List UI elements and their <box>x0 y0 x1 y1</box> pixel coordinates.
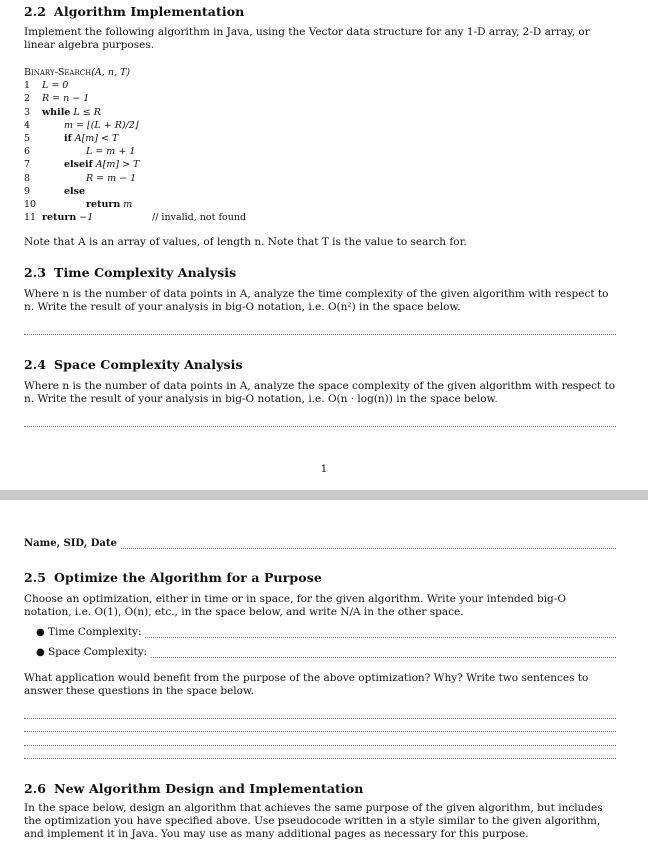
line-code <box>86 145 135 158</box>
algorithm-line <box>24 92 616 105</box>
line-code <box>42 211 247 224</box>
algorithm-line <box>24 211 616 224</box>
line-code <box>42 92 89 105</box>
line-number: 2 <box>24 93 31 105</box>
keyword: return <box>42 212 77 224</box>
expression: A[m] < T <box>74 132 119 144</box>
algorithm-line <box>24 198 616 211</box>
line-code <box>64 185 85 198</box>
bullet-icon: ● <box>36 647 45 658</box>
page-2 <box>0 500 648 859</box>
expression: L = 0 <box>42 80 69 92</box>
section-2-5-question: What application would benefit from the purpose of the above optimization? Why? Write two sentences to answer these questions in the space below. <box>24 672 589 697</box>
section-2-3-body: Where n is the number of data points in A, analyze the time complexity of the given algorithm with respect to n. Write the result of your analysis in big-O notation, i.e. O(n²) in the space below. <box>24 288 609 313</box>
algorithm-line <box>24 132 616 145</box>
line-number: 5 <box>24 132 31 144</box>
algorithm-line <box>24 172 616 185</box>
line-number: 11 <box>24 212 37 224</box>
note-text: Note that A is an array of values, of length n. Note that T is the value to search for. <box>24 236 467 248</box>
line-code <box>64 119 139 132</box>
line-number: 10 <box>24 198 37 210</box>
expression: m <box>123 198 133 210</box>
expression: A[m] > T <box>95 159 140 171</box>
line-code <box>42 79 68 92</box>
line-number: 8 <box>24 172 31 184</box>
section-2-2-intro: Implement the following algorithm in Java, using the Vector data structure for any 1-D array, 2-D array, or linear algebra purposes. <box>24 26 590 51</box>
algorithm-line <box>24 119 616 132</box>
line-number: 7 <box>24 159 31 171</box>
bullet-icon: ● <box>36 627 45 638</box>
line-number: 4 <box>24 119 31 131</box>
section-2-2-heading: 2.2 Algorithm Implementation <box>24 4 245 19</box>
section-2-4-body: Where n is the number of data points in A, analyze the space complexity of the given algorithm with respect to n. Write the result of your analysis in big-O notation, i.e. O(n · log(n)) in the space below. <box>24 380 616 405</box>
section-2-6-heading: 2.6 New Algorithm Design and Implementation <box>24 781 364 796</box>
answer-line-2[interactable] <box>24 731 616 732</box>
section-2-3-heading: 2.3 Time Complexity Analysis <box>24 265 237 280</box>
line-code <box>64 158 139 171</box>
space-complexity-answer-line[interactable] <box>24 426 616 427</box>
keyword: if <box>64 132 72 144</box>
line-number: 1 <box>24 80 31 92</box>
algorithm-block <box>24 66 616 224</box>
algorithm-line <box>24 145 616 158</box>
time-complexity-answer-line[interactable] <box>24 334 616 335</box>
keyword: while <box>42 106 71 118</box>
section-2-4-heading: 2.4 Space Complexity Analysis <box>24 357 243 372</box>
keyword: else <box>64 185 86 197</box>
space-complexity-field[interactable]: ● Space Complexity: <box>24 642 616 658</box>
expression: R = n − 1 <box>42 93 90 105</box>
section-2-6-body: In the space below, design an algorithm that achieves the same purpose of the given algorithm, but includes the optimization you have specified above. Use pseudocode written in a style similar to the given algorithm, and implement it in Java. You may use as many additional pages as necessary for this purpose. <box>24 802 603 840</box>
answer-line-3[interactable] <box>24 745 616 746</box>
complexity-bullets <box>24 622 616 658</box>
comment: // invalid, not found <box>152 212 247 224</box>
expression: L ≤ R <box>73 106 101 118</box>
answer-line-1[interactable] <box>24 718 616 719</box>
line-number: 3 <box>24 106 31 118</box>
algorithm-line <box>24 79 616 92</box>
algorithm-line <box>24 106 616 119</box>
line-code <box>64 132 118 145</box>
keyword: elseif <box>64 159 93 171</box>
expression: L = m + 1 <box>86 146 136 158</box>
algorithm-line <box>24 158 616 171</box>
page-number: 1 <box>320 463 328 475</box>
line-code <box>86 198 132 211</box>
expression: −1 <box>79 212 94 224</box>
expression: R = m − 1 <box>86 172 137 184</box>
name-sid-date-field[interactable]: Name, SID, Date <box>24 538 616 549</box>
time-complexity-field[interactable]: ● Time Complexity: <box>24 622 616 638</box>
keyword: return <box>86 198 121 210</box>
algorithm-line <box>24 185 616 198</box>
line-code <box>86 172 136 185</box>
section-2-5-body: Choose an optimization, either in time or in space, for the given algorithm. Write your intended big-O notation, i.e. O(1), O(n), etc., in the space below, and write N/A in the other space. <box>24 593 566 618</box>
line-number: 6 <box>24 146 31 158</box>
section-2-5-heading: 2.5 Optimize the Algorithm for a Purpose <box>24 570 322 585</box>
line-code <box>42 106 101 119</box>
expression: m = ⌊(L + R)/2⌋ <box>64 119 139 131</box>
algorithm-signature: Binary-Search(A, n, T) <box>24 67 131 78</box>
answer-line-4[interactable] <box>24 758 616 759</box>
page-separator <box>0 490 648 500</box>
line-number: 9 <box>24 185 31 197</box>
